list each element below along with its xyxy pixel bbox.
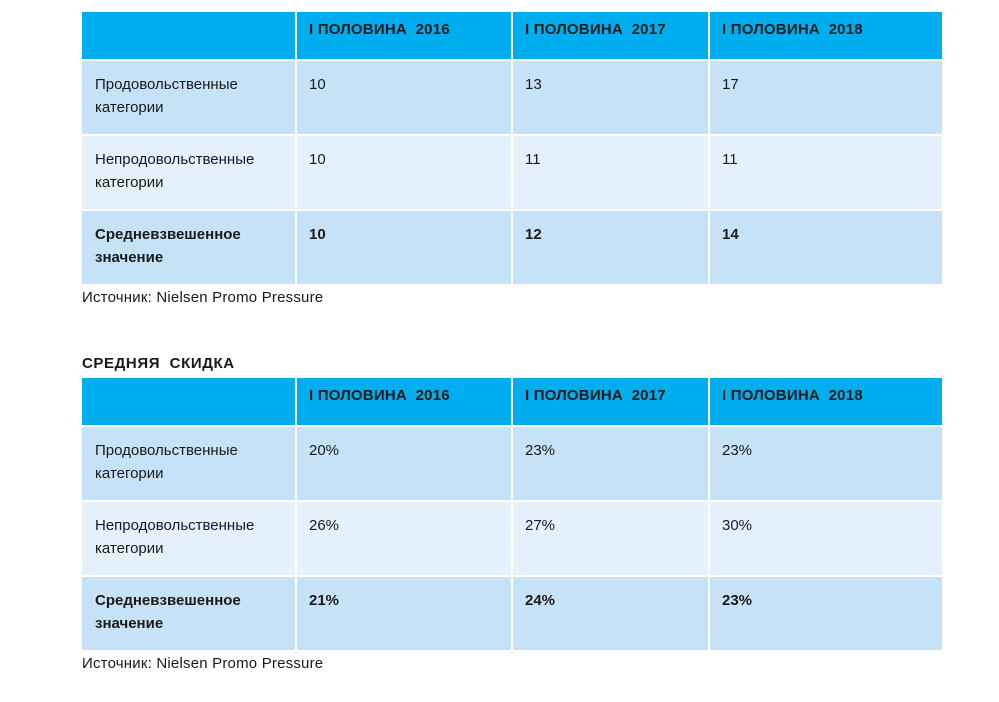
- header-cell-2016: I ПОЛОВИНА 2016: [296, 12, 512, 60]
- table-row: [82, 60, 942, 135]
- row-label-weighted-average: Средневзвешенное значение: [82, 210, 296, 285]
- header-cell-empty: [82, 378, 296, 426]
- row-label-food: Продовольственные категории: [82, 60, 296, 135]
- header-cell-2017: I ПОЛОВИНА 2017: [512, 12, 709, 60]
- cell-value: 10: [296, 60, 512, 135]
- cell-value: 27%: [512, 501, 709, 576]
- cell-value: 23%: [512, 426, 709, 501]
- header-cell-2018: I ПОЛОВИНА 2018: [709, 378, 942, 426]
- row-label-nonfood: Непродовольственные категории: [82, 135, 296, 210]
- section-title: СРЕДНЯЯ СКИДКА: [82, 355, 235, 372]
- cell-value: 12: [512, 210, 709, 285]
- cell-value: 10: [296, 135, 512, 210]
- header-cell-2017: I ПОЛОВИНА 2017: [512, 378, 709, 426]
- header-cell-2016: I ПОЛОВИНА 2016: [296, 378, 512, 426]
- source-note: Источник: Nielsen Promo Pressure: [82, 289, 324, 306]
- table-row: [82, 501, 942, 576]
- cell-value: 20%: [296, 426, 512, 501]
- header-cell-empty: [82, 12, 296, 60]
- cell-value: 11: [709, 135, 942, 210]
- promo-table-block-2: [82, 354, 942, 674]
- cell-value: 30%: [709, 501, 942, 576]
- cell-value: 21%: [296, 576, 512, 651]
- promo-table-1: [82, 12, 942, 286]
- row-label-food: Продовольственные категории: [82, 426, 296, 501]
- table-header-row: [82, 12, 942, 60]
- table-row-total: [82, 210, 942, 285]
- source-note: Источник: Nielsen Promo Pressure: [82, 655, 324, 672]
- cell-value: 13: [512, 60, 709, 135]
- row-label-nonfood: Непродовольственные категории: [82, 501, 296, 576]
- table-row-total: [82, 576, 942, 651]
- cell-value: 14: [709, 210, 942, 285]
- cell-value: 11: [512, 135, 709, 210]
- table-header-row: [82, 378, 942, 426]
- cell-value: 26%: [296, 501, 512, 576]
- row-label-weighted-average: Средневзвешенное значение: [82, 576, 296, 651]
- cell-value: 23%: [709, 426, 942, 501]
- cell-value: 24%: [512, 576, 709, 651]
- cell-value: 10: [296, 210, 512, 285]
- table-row: [82, 135, 942, 210]
- promo-table-2: [82, 378, 942, 652]
- cell-value: 17: [709, 60, 942, 135]
- table-row: [82, 426, 942, 501]
- promo-table-block-1: [82, 12, 942, 308]
- header-cell-2018: I ПОЛОВИНА 2018: [709, 12, 942, 60]
- cell-value: 23%: [709, 576, 942, 651]
